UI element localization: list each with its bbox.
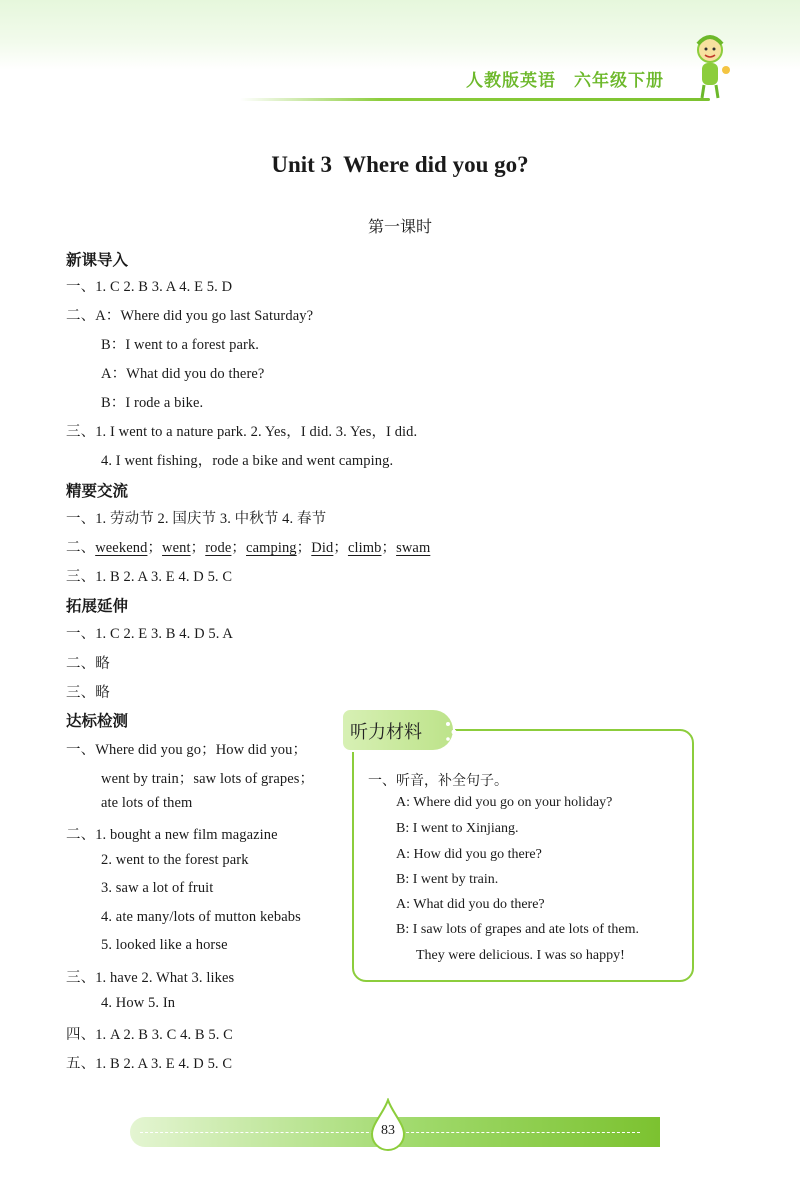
vocab-word: went [162, 540, 191, 556]
answer-line: 5. looked like a horse [101, 937, 228, 953]
answer-line: 三、1. have 2. What 3. likes [66, 970, 235, 986]
section-title: 达标检测 [66, 712, 129, 730]
vocab-word: rode [205, 540, 232, 556]
section-title: 拓展延伸 [66, 597, 129, 615]
answer-line: 4. I went fishing，rode a bike and went camping. [101, 453, 394, 469]
vocab-word: camping [246, 540, 297, 556]
answer-line: B：I went to a forest park. [101, 337, 260, 353]
header-rule [240, 98, 710, 101]
answer-line: 三、1. I went to a nature park. 2. Yes，I did. 3. Yes，I did. [66, 424, 418, 440]
listening-line: B: I saw lots of grapes and ate lots of them. [396, 922, 640, 937]
answer-line: 三、1. B 2. A 3. E 4. D 5. C [66, 569, 233, 585]
answer-line: 3. saw a lot of fruit [101, 880, 214, 896]
series-title [466, 66, 682, 91]
answer-line: 一、1. C 2. E 3. B 4. D 5. A [66, 626, 233, 642]
vocab-line: 二、weekend；went；rode；camping；Did；climb；swam [66, 540, 431, 556]
unit-title: Unit 3 Where did you go? [271, 152, 529, 177]
answer-line: went by train；saw lots of grapes； [101, 771, 315, 787]
answer-line: 一、1. C 2. B 3. A 4. E 5. D [66, 279, 233, 295]
answer-line: A：What did you do there? [101, 366, 265, 382]
listening-line: A: What did you do there? [396, 897, 545, 912]
answer-line: 四、1. A 2. B 3. C 4. B 5. C [66, 1027, 233, 1043]
listening-label: 听力材料 [350, 722, 422, 743]
vocab-word: weekend [95, 540, 148, 556]
lesson-title: 第一课时 [367, 217, 432, 236]
vocab-prefix: 二、 [66, 540, 96, 556]
answer-line: B：I rode a bike. [101, 395, 204, 411]
answer-line: 五、1. B 2. A 3. E 4. D 5. C [66, 1056, 233, 1072]
answer-line: 二、1. bought a new film magazine [66, 827, 278, 843]
page-number: 83 [381, 1123, 395, 1138]
section-title: 精要交流 [66, 482, 129, 500]
answer-line: 4. ate many/lots of mutton kebabs [101, 909, 301, 925]
answer-line: 一、Where did you go；How did you； [66, 742, 308, 758]
vocab-word: swam [396, 540, 431, 556]
header-band [0, 0, 800, 70]
section-title: 新课导入 [66, 251, 129, 269]
listening-line: 一、听音，补全句子。 [368, 774, 508, 789]
series-title-left: 人教版英语 [466, 71, 556, 91]
answer-line: ate lots of them [101, 795, 193, 811]
listening-line: A: How did you go there? [396, 847, 542, 862]
answer-line: 一、1. 劳动节 2. 国庆节 3. 中秋节 4. 春节 [66, 511, 327, 527]
listening-line: B: I went to Xinjiang. [396, 821, 519, 836]
mascot-icon [690, 30, 738, 102]
answer-line: 二、略 [66, 656, 110, 672]
answer-line: 三、略 [66, 685, 110, 701]
series-title-right: 六年级下册 [574, 71, 664, 91]
listening-line: B: I went by train. [396, 872, 499, 887]
answer-line: 二、A：Where did you go last Saturday? [66, 308, 314, 324]
answer-line: 2. went to the forest park [101, 852, 249, 868]
vocab-word: Did [311, 540, 334, 556]
answer-line: 4. How 5. In [101, 995, 176, 1011]
sparkle-icon [442, 716, 462, 746]
vocab-word: climb [347, 540, 382, 556]
listening-line: A: Where did you go on your holiday? [396, 795, 613, 810]
listening-line: They were delicious. I was so happy! [416, 948, 625, 963]
